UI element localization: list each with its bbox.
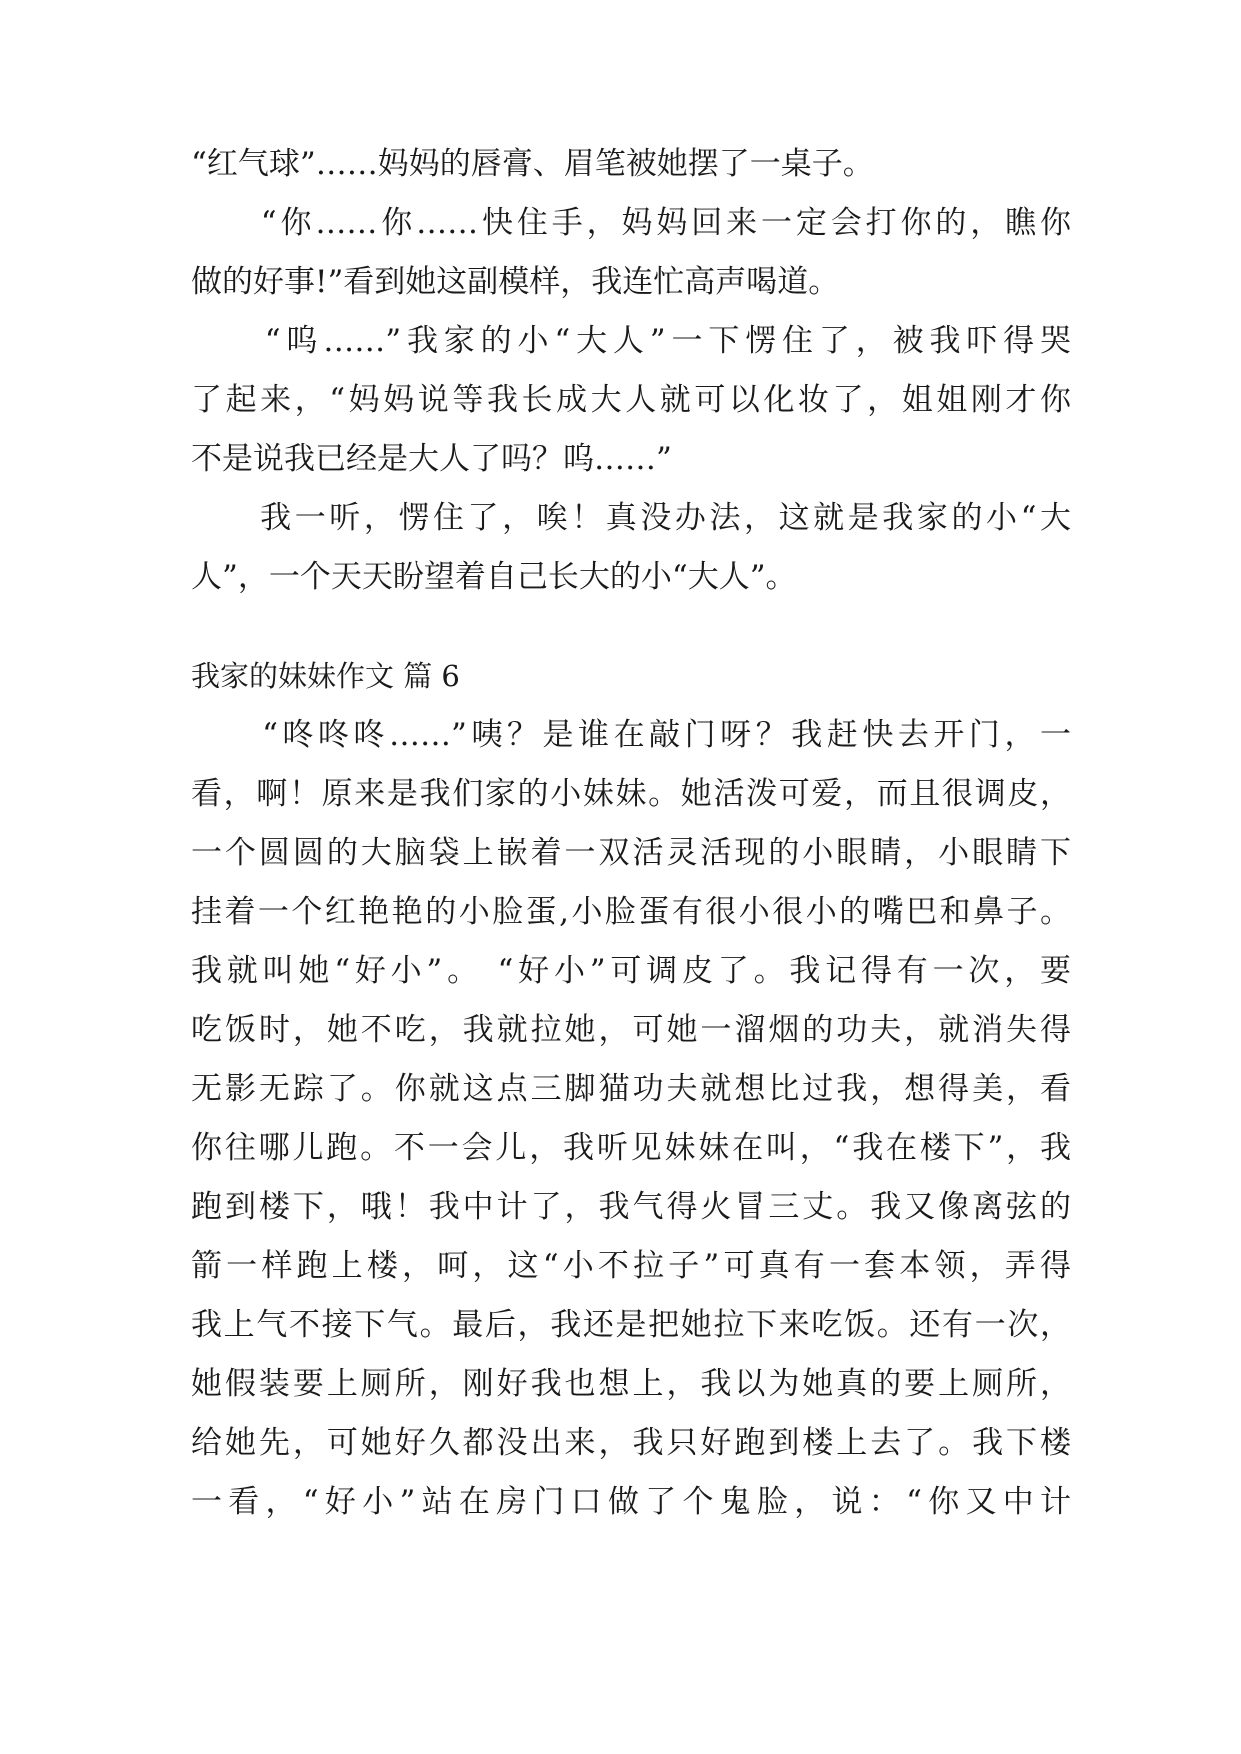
paragraph-line: 她假装要上厕所，刚好我也想上，我以为她真的要上厕所， [191,1366,1071,1402]
paragraph-line: “你……你……快住手，妈妈回来一定会打你的，瞧你 [191,205,1071,241]
paragraph-line: “红气球”……妈妈的唇膏、眉笔被她摆了一桌子。 [191,146,874,182]
paragraph-line: 做的好事!”看到她这副模样，我连忙高声喝道。 [191,264,840,300]
paragraph-line: 跑到楼下，哦！我中计了，我气得火冒三丈。我又像离弦的 [191,1189,1071,1225]
paragraph-line: 箭一样跑上楼，呵，这“小不拉子”可真有一套本领，弄得 [191,1248,1071,1284]
paragraph-line: 看，啊！原来是我们家的小妹妹。她活泼可爱，而且很调皮， [191,776,1071,812]
paragraph-line: 不是说我已经是大人了吗？呜……” [191,441,672,477]
paragraph-line: 挂着一个红艳艳的小脸蛋,小脸蛋有很小很小的嘴巴和鼻子。 [191,894,1071,930]
paragraph-line: 给她先，可她好久都没出来，我只好跑到楼上去了。我下楼 [191,1425,1071,1461]
paragraph-line: “咚咚咚……”咦？是谁在敲门呀？我赶快去开门，一 [191,717,1071,753]
paragraph-line: 一个圆圆的大脑袋上嵌着一双活灵活现的小眼睛，小眼睛下 [191,835,1071,871]
section-heading: 我家的妹妹作文 篇 6 [191,659,460,693]
paragraph-line: 一看，“好小”站在房门口做了个鬼脸，说：“你又中计 [191,1484,1071,1520]
paragraph-line: 吃饭时，她不吃，我就拉她，可她一溜烟的功夫，就消失得 [191,1012,1071,1048]
paragraph-line: “呜……”我家的小“大人”一下愣住了，被我吓得哭 [191,323,1071,359]
paragraph-line: 我就叫她“好小”。 “好小”可调皮了。我记得有一次，要 [191,953,1071,989]
paragraph-line: 我一听，愣住了，唉！真没办法，这就是我家的小“大 [191,500,1071,536]
paragraph-line: 人”，一个天天盼望着自己长大的小“大人”。 [191,559,797,595]
paragraph-line: 无影无踪了。你就这点三脚猫功夫就想比过我，想得美，看 [191,1071,1071,1107]
paragraph-line: 了起来，“妈妈说等我长成大人就可以化妆了，姐姐刚才你 [191,382,1071,418]
paragraph-line: 你往哪儿跑。不一会儿，我听见妹妹在叫，“我在楼下”，我 [191,1130,1071,1166]
paragraph-line: 我上气不接下气。最后，我还是把她拉下来吃饭。还有一次， [191,1307,1071,1343]
